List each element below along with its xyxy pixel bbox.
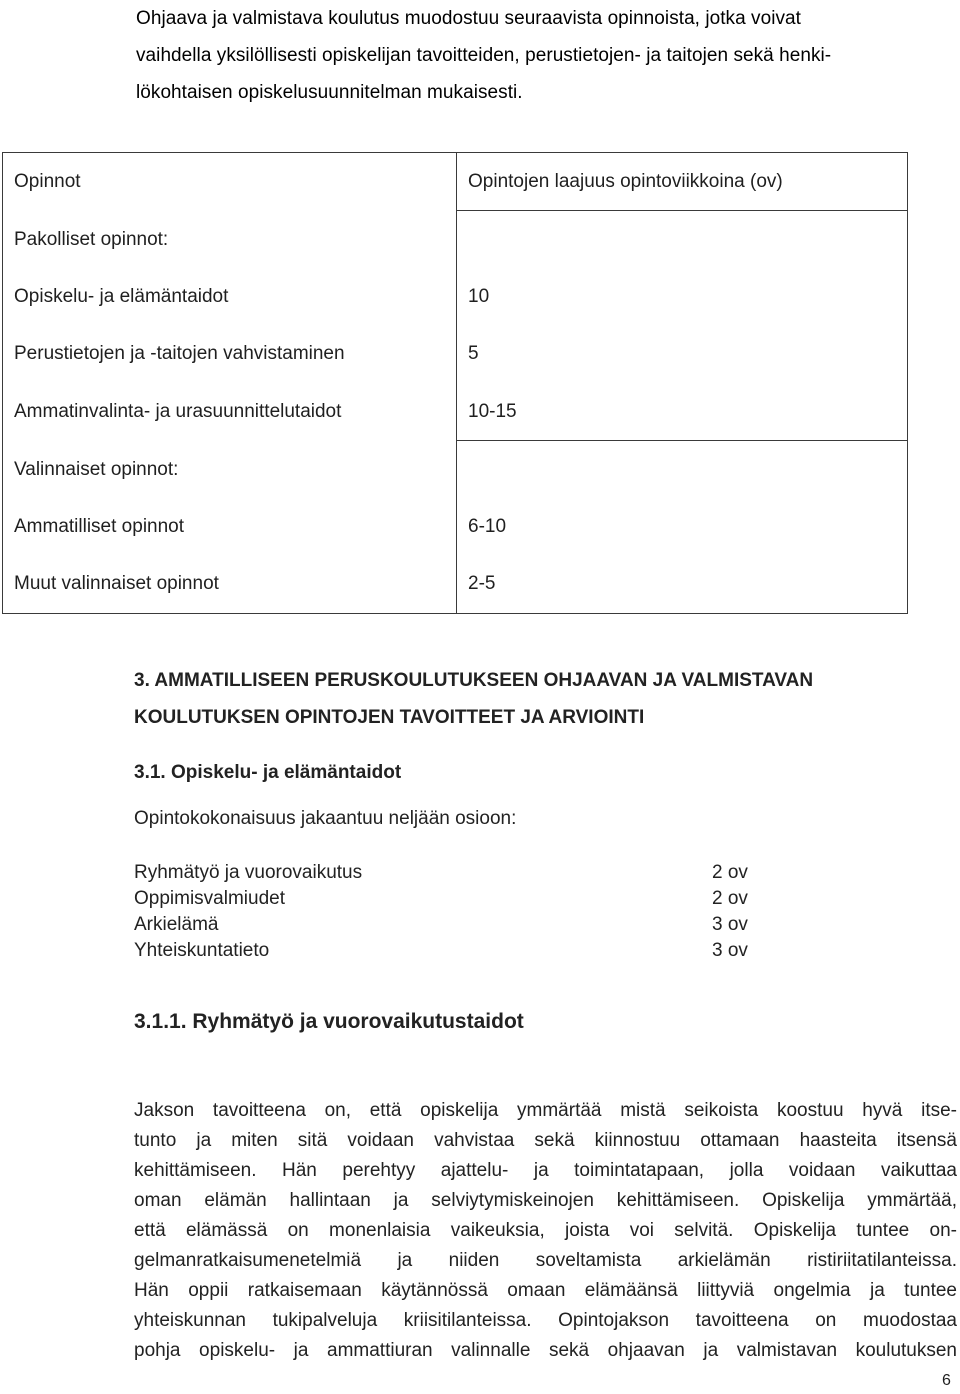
intro-paragraph xyxy=(136,0,936,111)
table-row xyxy=(3,498,908,555)
body-paragraph xyxy=(134,1096,957,1366)
heading-line: KOULUTUKSEN OPINTOJEN TAVOITTEET JA ARVIOINTI xyxy=(134,707,645,728)
part-ov: 3 ov xyxy=(712,914,748,935)
section-3-heading xyxy=(134,662,954,736)
row-value xyxy=(457,441,908,499)
row-name: Perustietojen ja -taitojen vahvistaminen xyxy=(3,326,457,383)
row-value: 10 xyxy=(457,269,908,326)
part-name: Oppimisvalmiudet xyxy=(134,888,285,909)
section-3-1-lead: Opintokokonaisuus jakaantuu neljään osioon: xyxy=(134,808,517,829)
section-3-1-1-heading: 3.1.1. Ryhmätyö ja vuorovaikutustaidot xyxy=(134,1010,524,1033)
parts-list xyxy=(134,860,754,964)
body-line: pohja opiskelu- ja ammattiuran valinnalle sekä ohjaavan ja valmistavan koulutuksen xyxy=(134,1340,957,1361)
body-line: Jakson tavoitteena on, että opiskelija ymmärtää mistä seikoista koostuu hyvä itse- xyxy=(134,1100,957,1121)
body-line: yhteiskunnan tukipalveluja kriisitilanteissa. Opintojakson tavoitteena on muodostaa xyxy=(134,1310,957,1331)
list-item xyxy=(134,938,754,964)
intro-line: Ohjaava ja valmistava koulutus muodostuu seuraavista opinnoista, jotka voivat xyxy=(136,8,801,29)
part-ov: 2 ov xyxy=(712,888,748,909)
table-row xyxy=(3,269,908,326)
row-name: Opiskelu- ja elämäntaidot xyxy=(3,269,457,326)
intro-line: vaihdella yksilöllisesti opiskelijan tavoitteiden, perustietojen- ja taitojen sekä henki- xyxy=(136,45,832,66)
list-item xyxy=(134,912,754,938)
table-row xyxy=(3,441,908,499)
row-value: 5 xyxy=(457,326,908,383)
part-ov: 3 ov xyxy=(712,940,748,961)
table-header-row xyxy=(3,153,908,211)
header-scope: Opintojen laajuus opintoviikkoina (ov) xyxy=(457,153,908,211)
list-item xyxy=(134,860,754,886)
row-name: Muut valinnaiset opinnot xyxy=(3,556,457,614)
body-line: että elämässä on monenlaisia vaikeuksia, joista voi selvitä. Opiskelija tuntee on- xyxy=(134,1220,957,1241)
row-name: Pakolliset opinnot: xyxy=(3,211,457,269)
body-line: kehittämiseen. Hän perehtyy ajattelu- ja toimintatapaan, jolla voidaan vaikuttaa xyxy=(134,1160,957,1181)
part-name: Yhteiskuntatieto xyxy=(134,940,270,961)
row-name: Valinnaiset opinnot: xyxy=(3,441,457,499)
part-name: Arkielämä xyxy=(134,914,219,935)
table-row xyxy=(3,211,908,269)
body-line: oman elämän hallintaan ja selviytymiskeinojen kehittämiseen. Opiskelija ymmärtää, xyxy=(134,1190,957,1211)
table-row xyxy=(3,556,908,614)
list-item xyxy=(134,886,754,912)
row-value xyxy=(457,211,908,269)
row-value: 10-15 xyxy=(457,383,908,441)
header-studies: Opinnot xyxy=(3,153,457,211)
part-name: Ryhmätyö ja vuorovaikutus xyxy=(134,862,363,883)
part-ov: 2 ov xyxy=(712,862,748,883)
heading-line: 3. AMMATILLISEEN PERUSKOULUTUKSEEN OHJAAVAN JA VALMISTAVAN xyxy=(134,670,814,691)
page-number: 6 xyxy=(942,1372,951,1389)
row-value: 6-10 xyxy=(457,498,908,555)
table-row xyxy=(3,383,908,441)
body-line: gelmanratkaisumenetelmiä ja niiden soveltamista arkielämän ristiriitatilanteissa. xyxy=(134,1250,957,1271)
table-row xyxy=(3,326,908,383)
row-value: 2-5 xyxy=(457,556,908,614)
body-line: tunto ja miten sitä voidaan vahvistaa sekä kiinnostuu ottamaan haasteita itsensä xyxy=(134,1130,957,1151)
row-name: Ammatilliset opinnot xyxy=(3,498,457,555)
row-name: Ammatinvalinta- ja urasuunnittelutaidot xyxy=(3,383,457,441)
section-3-1-heading: 3.1. Opiskelu- ja elämäntaidot xyxy=(134,762,402,783)
body-line: Hän oppii ratkaisemaan käytännössä omaan elämäänsä liittyviä ongelmia ja tuntee xyxy=(134,1280,957,1301)
studies-table xyxy=(2,152,908,614)
intro-line: lökohtaisen opiskelusuunnitelman mukaisesti. xyxy=(136,82,523,103)
